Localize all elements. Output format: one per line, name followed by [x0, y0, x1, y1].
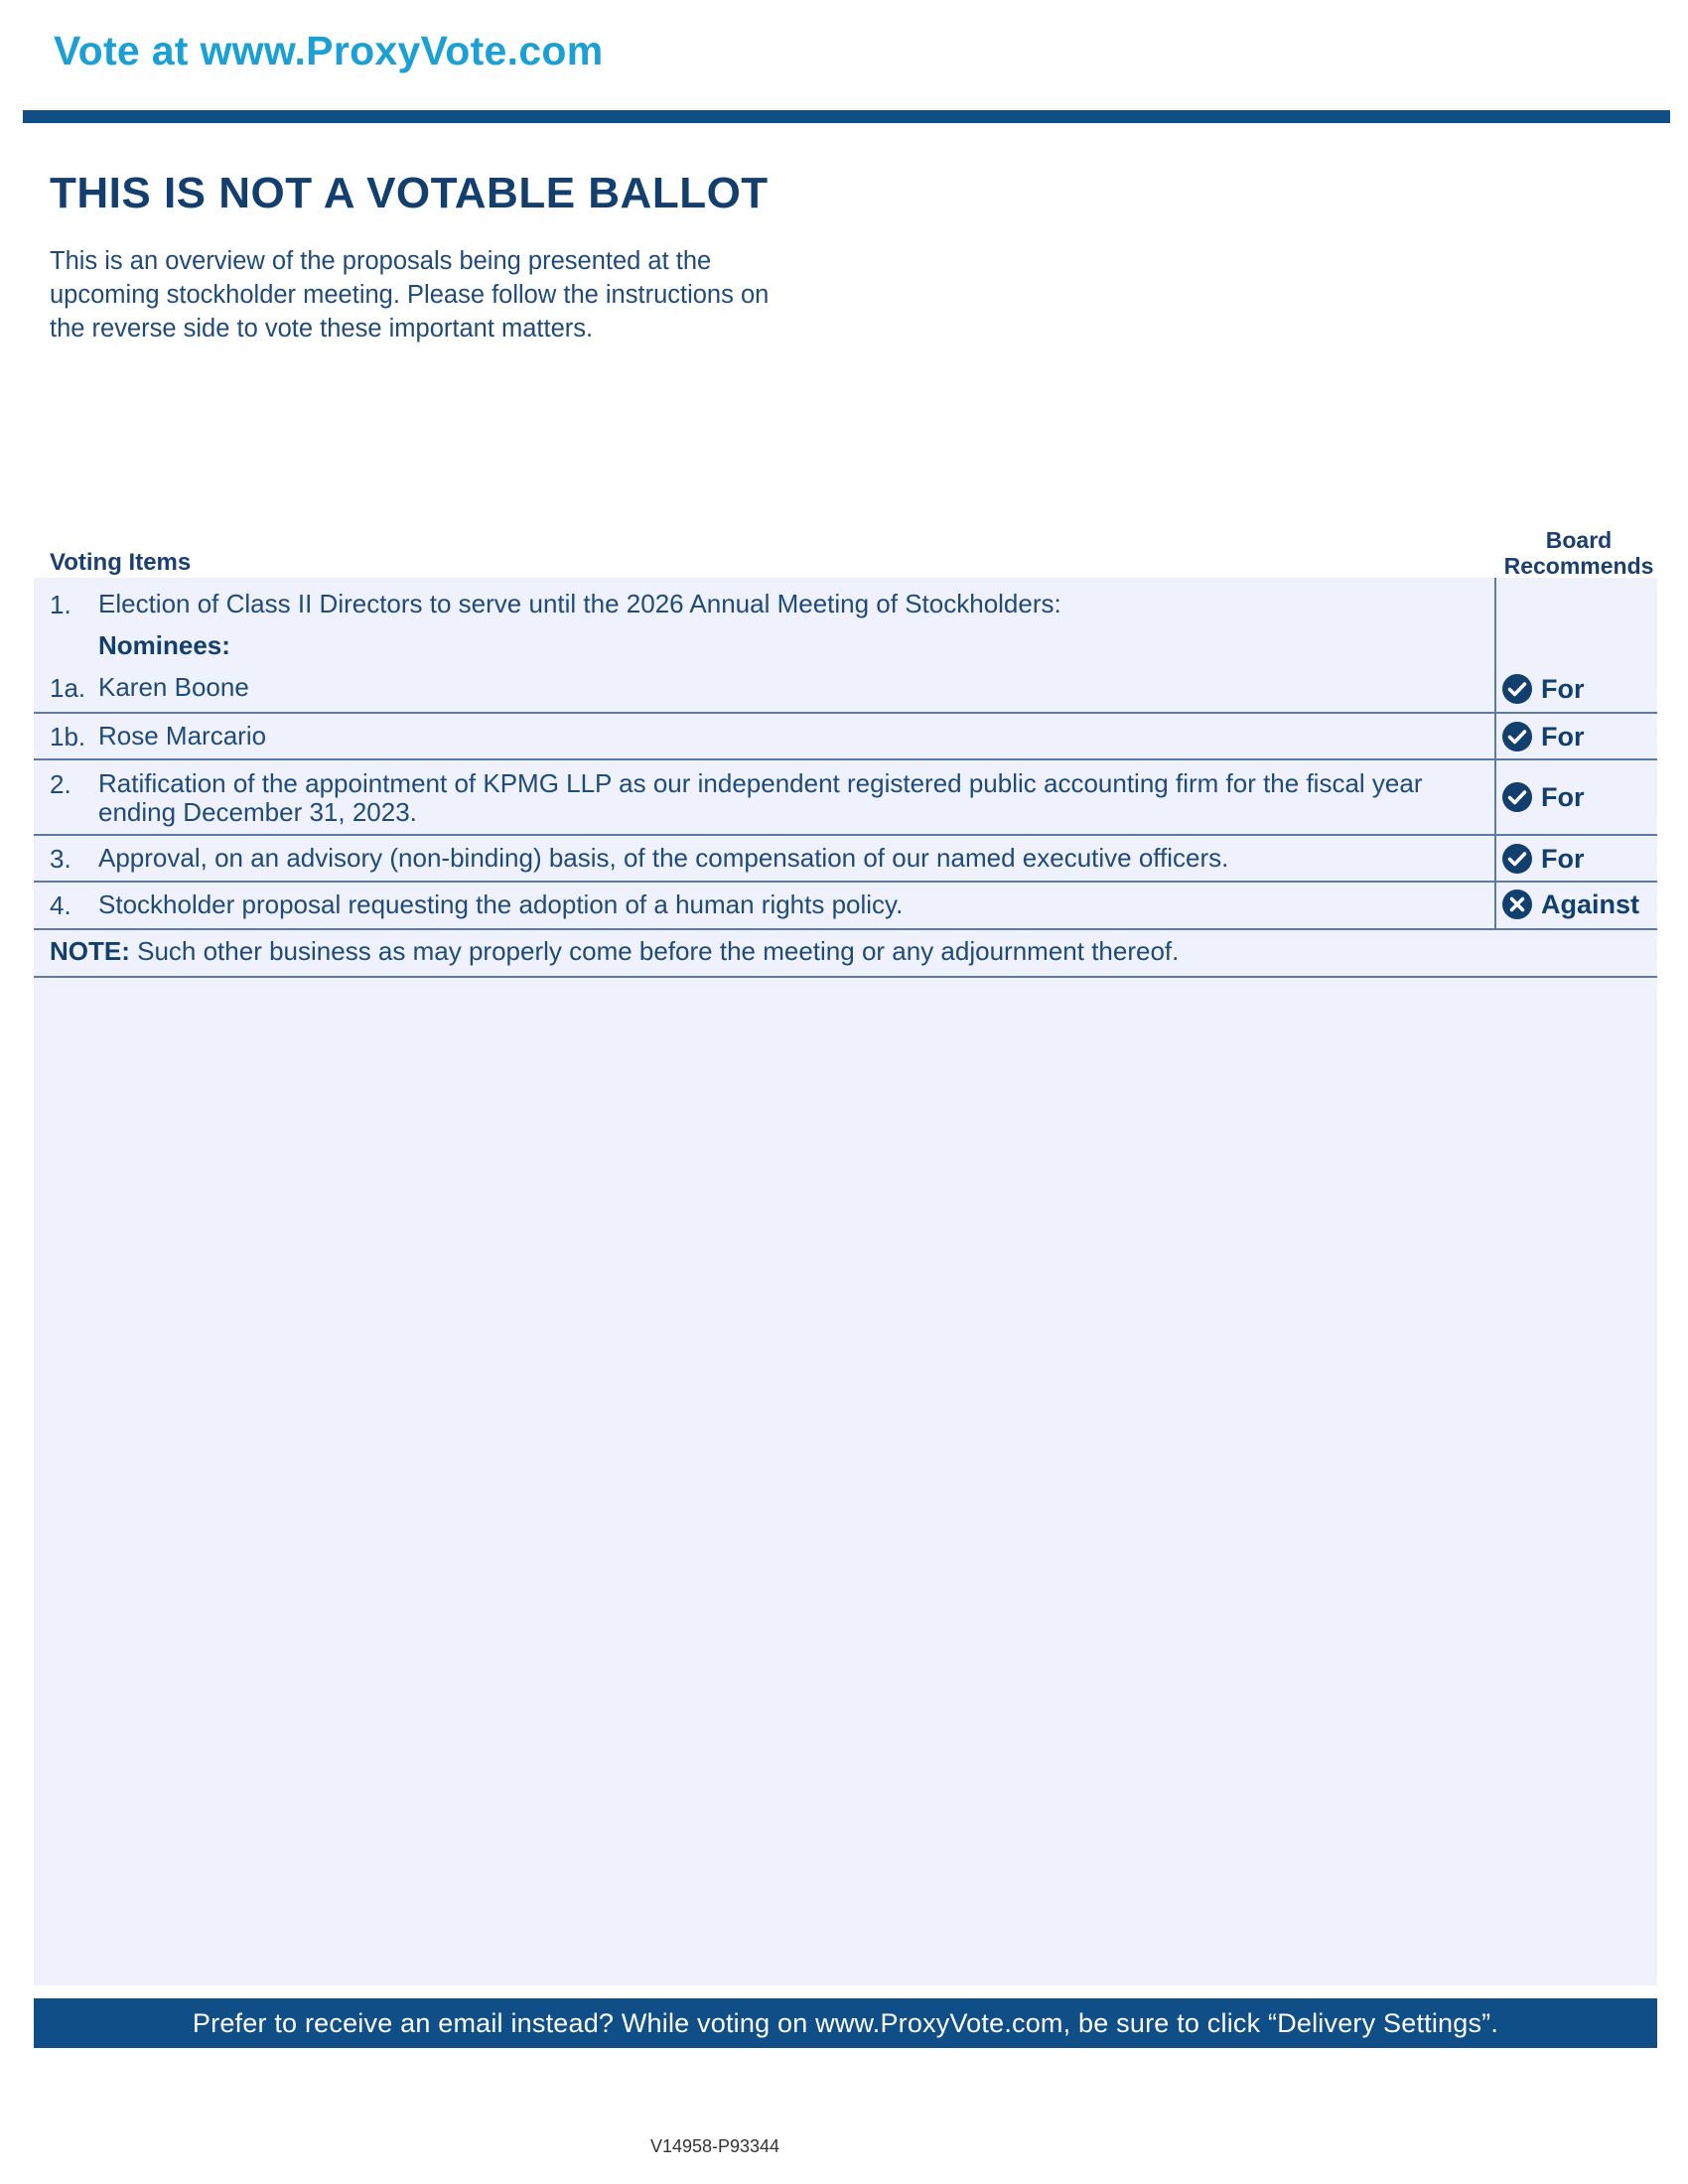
nominees-label: Nominees:: [98, 630, 230, 660]
item-text: Election of Class II Directors to serve until the 2026 Annual Meeting of Stockholders:: [98, 589, 1061, 618]
check-circle-icon: [1501, 843, 1533, 875]
recommendation-label: For: [1541, 721, 1585, 751]
email-delivery-banner: Prefer to receive an email instead? While voting on www.ProxyVote.com, be sure to click “Delivery Settings”.: [34, 1998, 1657, 2048]
recommendation-for: [1501, 843, 1585, 875]
recommendation-for: [1501, 781, 1585, 813]
table-row-item-3: [34, 836, 1657, 883]
page-title: THIS IS NOT A VOTABLE BALLOT: [50, 169, 769, 217]
recommendation-column-divider: [1494, 578, 1496, 930]
nominee-name: Karen Boone: [98, 672, 249, 702]
item-number: 1.: [50, 590, 71, 619]
header-rule: [23, 110, 1670, 123]
check-circle-icon: [1501, 673, 1533, 705]
item-number: 3.: [50, 844, 71, 874]
table-row-item-4: [34, 883, 1657, 930]
check-circle-icon: [1501, 781, 1533, 813]
table-row-item-1b: [34, 714, 1657, 760]
recommendation-for: [1501, 673, 1585, 705]
x-circle-icon: [1501, 888, 1533, 920]
item-text: Approval, on an advisory (non-binding) basis, of the compensation of our named executive officers.: [98, 843, 1229, 873]
item-text: Stockholder proposal requesting the adoption of a human rights policy.: [98, 889, 904, 919]
item-number: 4.: [50, 890, 71, 920]
nominee-name: Rose Marcario: [98, 721, 267, 751]
document-code: V14958-P93344: [649, 2136, 780, 2156]
note-text: [50, 936, 1179, 967]
proxyvote-header-link: Vote at www.ProxyVote.com: [54, 28, 604, 73]
recommendation-label: For: [1541, 673, 1585, 704]
item-text-line-2: ending December 31, 2023.: [98, 797, 417, 827]
intro-paragraph: This is an overview of the proposals being presented at the upcoming stockholder meeting. Please follow the instructions on the reverse side to vote these important matters.: [50, 247, 770, 342]
note-body: Such other business as may properly come before the meeting or any adjournment thereof.: [129, 936, 1180, 966]
recommendation-against: [1501, 888, 1639, 920]
recommendation-for: [1501, 721, 1585, 752]
item-number: 1a.: [50, 673, 86, 703]
board-recommends-header: Board Recommends: [1503, 527, 1654, 579]
table-row-item-2: [34, 760, 1657, 836]
note-label: NOTE:: [50, 936, 130, 966]
item-number: 1b.: [50, 722, 86, 751]
item-number: 2.: [50, 769, 71, 799]
voting-items-header: Voting Items: [50, 549, 192, 576]
recommendation-label: For: [1541, 781, 1585, 812]
recommendation-label: Against: [1541, 888, 1640, 919]
item-text-line-1: Ratification of the appointment of KPMG LLP as our independent registered public accounting firm for the fiscal year: [98, 768, 1423, 798]
recommendation-label: For: [1541, 843, 1585, 874]
check-circle-icon: [1501, 721, 1533, 752]
table-row-item-1: [34, 578, 1657, 714]
